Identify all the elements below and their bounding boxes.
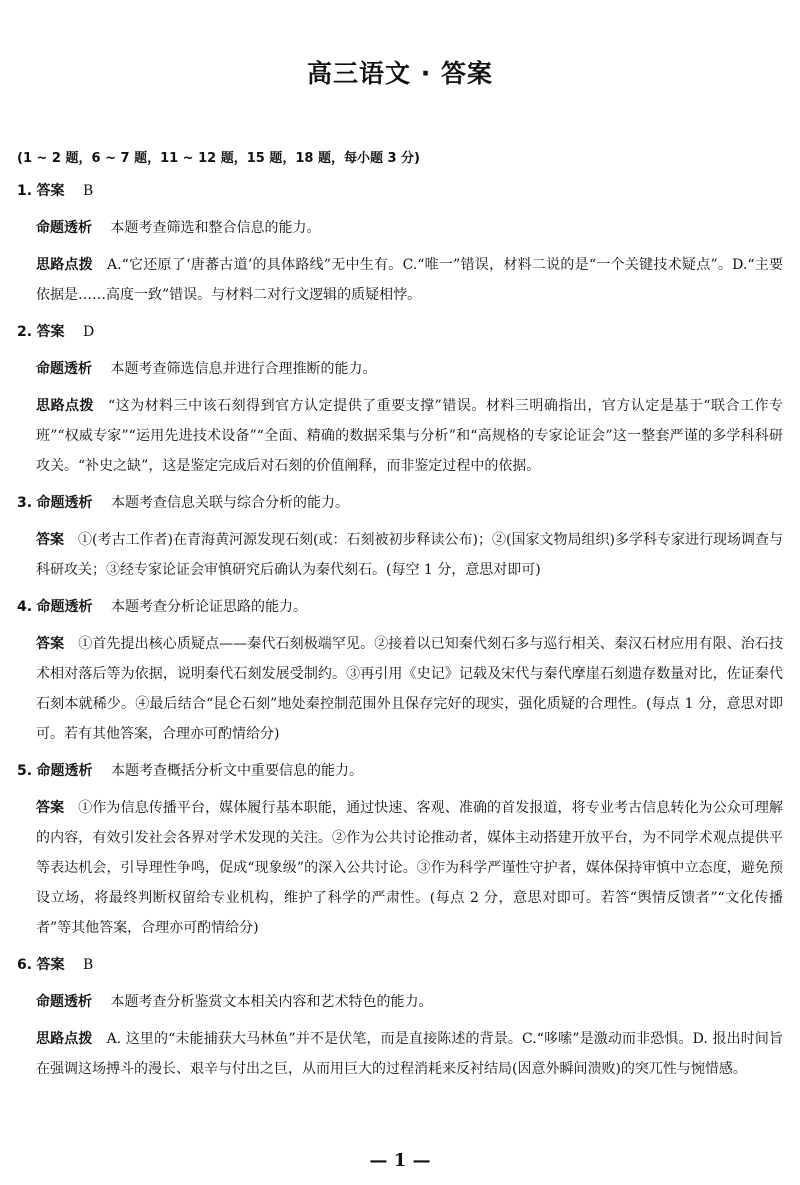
q3-intent-line	[17, 488, 783, 518]
q4-answer-para	[17, 629, 783, 749]
q1-hint-para	[17, 250, 783, 310]
q5-answer-para	[17, 793, 783, 943]
q1-intent-line	[17, 213, 783, 243]
q6-number: 6.	[17, 957, 33, 973]
q3-intent-label: 命题透析	[36, 495, 93, 511]
page-title: 高三语文 · 答案	[307, 59, 493, 88]
q2-number: 2.	[17, 324, 33, 340]
q3-answer: ①(考古工作者)在青海黄河源发现石刻(或：石刻被初步释读公布)；②(国家文物局组织)多学科专家进行现场调查与科研攻关；③经专家论证会审慎研究后确认为秦代刻石。(每空 1 分，意思对即可)	[36, 532, 783, 578]
q2-hint: “这为材料三中该石刻得到官方认定提供了重要支撑”错误。材料三明确指出，官方认定是基于“联合工作专班”“权威专家”“运用先进技术设备”“全面、精确的数据采集与分析”和“高规格的专家论证会”这一整套严谨的多学科科研攻关。“补史之缺”，这是鉴定完成后对石刻的价值阐释，而非鉴定过程中的依据。	[36, 398, 783, 474]
q6-answer-label: 答案	[36, 957, 65, 973]
q3-answer-label: 答案	[36, 532, 65, 548]
q1-intent-label: 命题透析	[36, 220, 92, 236]
q6-hint-para	[17, 1024, 783, 1084]
q1-number: 1.	[17, 183, 33, 199]
answer-content	[17, 148, 783, 1091]
q5-number: 5.	[17, 763, 33, 779]
q3-answer-para	[17, 525, 783, 585]
q5-answer-label: 答案	[36, 800, 65, 816]
q4-answer-label: 答案	[36, 636, 65, 652]
q2-answer: D	[82, 324, 95, 340]
q6-hint: A. 这里的“未能捕获大马林鱼”并不是伏笔，而是直接陈述的背景。C.“哆嗦”是激动而非恐惧。D. 报出时间旨在强调这场搏斗的漫长、艰辛与付出之巨，从而用巨大的过程消耗来反衬结局(因意外瞬间溃败)的突兀性与惋惜感。	[36, 1031, 783, 1077]
q4-intent: 本题考查分析论证思路的能力。	[110, 599, 307, 615]
q1-answer: B	[82, 183, 94, 199]
q3-number: 3.	[17, 495, 33, 511]
q6-intent-line	[17, 987, 783, 1017]
q2-intent: 本题考查筛选信息并进行合理推断的能力。	[110, 361, 377, 377]
q5-intent-line	[17, 756, 783, 786]
q4-number: 4.	[17, 599, 33, 615]
q2-intent-line	[17, 354, 783, 384]
scoring-note: (1 ~ 2 题，6 ~ 7 题，11 ~ 12 题，15 题，18 题，每小题 3 分)	[17, 151, 420, 166]
q6-intent: 本题考查分析鉴赏文本相关内容和艺术特色的能力。	[110, 994, 433, 1010]
q2-answer-label: 答案	[36, 324, 65, 340]
q2-hint-para	[17, 391, 783, 481]
q4-intent-line	[17, 592, 783, 622]
q6-answer-line	[17, 950, 783, 980]
q6-answer: B	[82, 957, 94, 973]
q4-intent-label: 命题透析	[36, 599, 93, 615]
q2-answer-line	[17, 317, 783, 347]
q2-hint-label: 思路点拨	[36, 398, 95, 414]
q6-hint-label: 思路点拨	[36, 1031, 93, 1047]
page-number: — 1 —	[369, 1150, 431, 1171]
q5-answer: ①作为信息传播平台，媒体履行基本职能，通过快速、客观、准确的首发报道，将专业考古信息转化为公众可理解的内容，有效引发社会各界对学术发现的关注。②作为公共讨论推动者，媒体主动搭建开放平台，为不同学术观点提供平等表达机会，引导理性争鸣，促成“现象级”的深入公共讨论。③作为科学严谨性守护者，媒体保持审慎中立态度，避免预设立场，将最终判断权留给专业机构，维护了科学的严肃性。(每点 2 分，意思对即可。若答“舆情反馈者”“文化传播者”等其他答案，合理亦可酌情给分)	[36, 800, 784, 936]
q5-intent-label: 命题透析	[36, 763, 93, 779]
q2-intent-label: 命题透析	[36, 361, 92, 377]
q1-intent: 本题考查筛选和整合信息的能力。	[110, 220, 321, 236]
q6-intent-label: 命题透析	[36, 994, 92, 1010]
q1-hint: A.“它还原了‘唐蕃古道’的具体路线”无中生有。C.“唯一”错误，材料二说的是“一个关键技术疑点”。D.“主要依据是……高度一致”错误。与材料二对行文逻辑的质疑相悖。	[36, 257, 783, 303]
q1-hint-label: 思路点拨	[36, 257, 94, 273]
q1-answer-line	[17, 176, 783, 206]
q4-answer: ①首先提出核心质疑点——秦代石刻极端罕见。②接着以已知秦代刻石多与巡行相关、秦汉石材应用有限、治石技术相对落后等为依据，说明秦代石刻发展受制约。③再引用《史记》记载及宋代与秦代摩崖石刻遗存数量对比，佐证秦代石刻本就稀少。④最后结合“昆仑石刻”地处秦控制范围外且保存完好的现实，强化质疑的合理性。(每点 1 分，意思对即可。若有其他答案，合理亦可酌情给分)	[36, 636, 784, 742]
q5-intent: 本题考查概括分析文中重要信息的能力。	[110, 763, 363, 779]
q1-answer-label: 答案	[36, 183, 65, 199]
q3-intent: 本题考查信息关联与综合分析的能力。	[110, 495, 349, 511]
